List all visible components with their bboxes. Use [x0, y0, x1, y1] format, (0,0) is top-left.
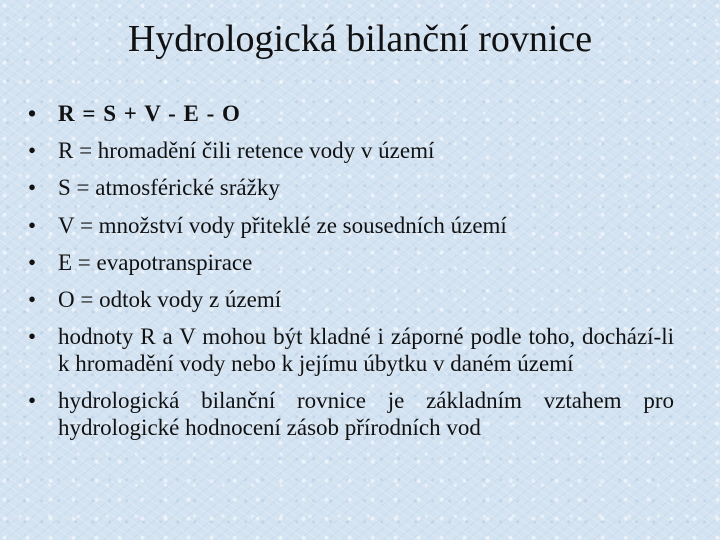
bullet-text: V = množství vody přiteklé ze sousedních území — [58, 212, 507, 238]
bullet-item-s — [28, 174, 674, 201]
bullet-text: R = S + V - E - O — [58, 101, 241, 126]
bullet-text: hydrologická bilanční rovnice je základním vztahem pro hydrologické hodnocení zásob přírodních vod — [58, 388, 674, 441]
bullet-item-o — [28, 286, 674, 313]
slide-title: Hydrologická bilanční rovnice — [127, 18, 593, 60]
bullet-icon: • — [28, 249, 37, 275]
bullet-icon: • — [28, 101, 38, 126]
bullet-item-note — [28, 323, 674, 377]
bullet-icon: • — [28, 212, 37, 238]
bullet-icon: • — [28, 138, 37, 164]
bullet-text: E = evapotranspirace — [58, 249, 253, 275]
bullet-item-summary — [28, 387, 674, 441]
bullet-icon: • — [28, 388, 37, 414]
bullet-text: S = atmosférické srážky — [58, 175, 280, 201]
bullet-text: O = odtok vody z území — [58, 286, 282, 312]
bullet-list — [28, 100, 674, 452]
bullet-icon: • — [28, 175, 37, 201]
bullet-icon: • — [28, 286, 37, 312]
bullet-item-e — [28, 249, 674, 276]
bullet-icon: • — [28, 324, 37, 350]
bullet-item-r — [28, 137, 674, 164]
bullet-text: R = hromadění čili retence vody v území — [58, 138, 435, 164]
bullet-item-formula — [28, 100, 674, 127]
bullet-item-v — [28, 212, 674, 239]
bullet-text: hodnoty R a V mohou být kladné i záporné podle toho, dochází-li k hromadění vody nebo k jejímu úbytku v daném území — [58, 324, 674, 377]
